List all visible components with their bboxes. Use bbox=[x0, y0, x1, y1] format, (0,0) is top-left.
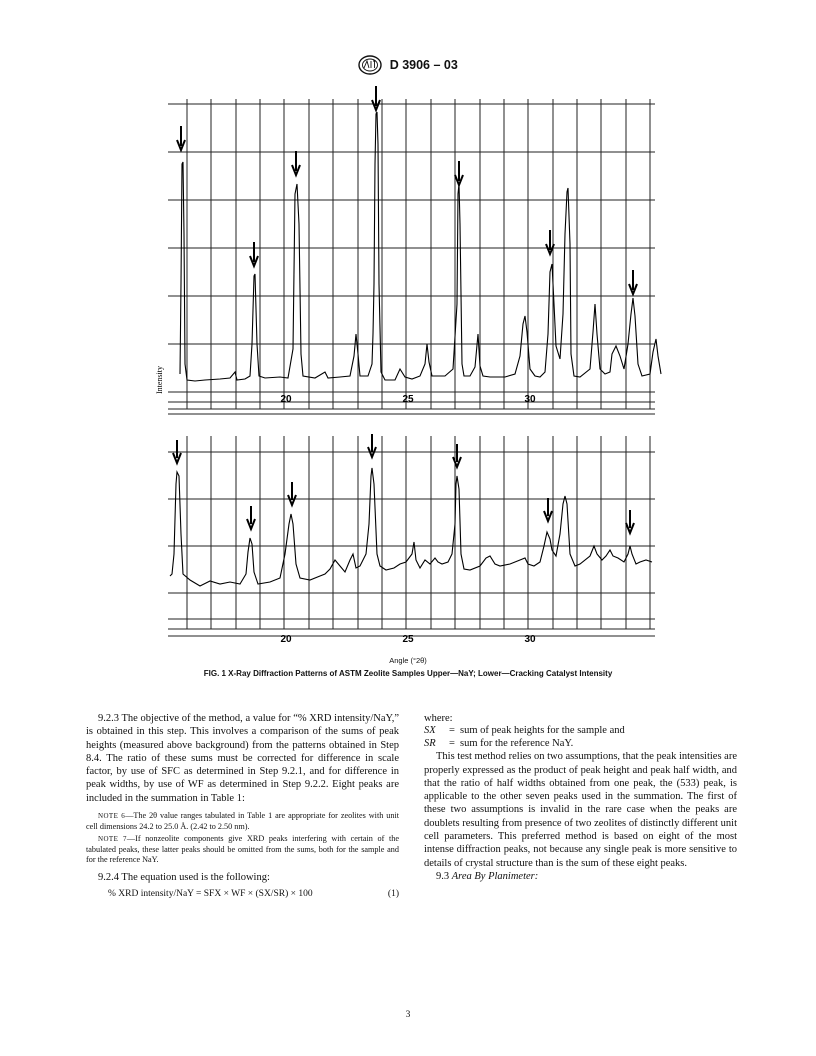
lower-xrd-trace bbox=[170, 468, 652, 586]
upper-panel bbox=[155, 86, 661, 414]
page-number: 3 bbox=[405, 1010, 411, 1020]
paragraph-9-2-3: 9.2.3 The objective of the method, a value for “% XRD intensity/NaY,” is obtained in this step. This involves a comparison of the sums of peak heights (measured above background) from the patterns obtained in Step 8.4. The ratio of these sums must be corrected for difference in scale factor, by use of SFC as determined in Step 9.2.1, and for difference in peak widths, by use of WF as determined in Step 9.2.2. Eight peaks are included in the summation in Table 1: bbox=[86, 713, 399, 804]
upper-tick-20: 20 bbox=[280, 394, 292, 405]
sx-definition: sum of peak heights for the sample and bbox=[460, 725, 625, 737]
lower-grid bbox=[168, 436, 655, 636]
note-6-label: NOTE 6 bbox=[98, 812, 126, 821]
equation-1 bbox=[86, 888, 399, 901]
note-7-text: —If nonzeolite components give XRD peaks interfering with certain of the tabulated peaks, these latter peaks should be omitted from the sums, both for the sample and for the reference NaY. bbox=[86, 834, 399, 865]
lower-panel bbox=[168, 434, 655, 645]
lower-tick-20: 20 bbox=[280, 634, 292, 645]
variable-definitions bbox=[424, 725, 625, 750]
sx-equals: = bbox=[449, 725, 455, 737]
sr-definition: sum for the reference NaY. bbox=[460, 737, 574, 749]
right-column bbox=[424, 712, 737, 883]
note-7-label: NOTE 7 bbox=[98, 835, 127, 844]
definition-sr bbox=[424, 738, 625, 751]
where-label: where: bbox=[424, 713, 453, 724]
upper-tick-30: 30 bbox=[524, 394, 536, 405]
sr-equals: = bbox=[449, 737, 455, 749]
lower-peak-markers bbox=[173, 434, 634, 533]
left-column bbox=[86, 712, 399, 902]
lower-tick-25: 25 bbox=[402, 634, 414, 645]
note-6-text: —The 2θ value ranges tabulated in Table 1 are appropriate for zeolites with unit cell dimensions 24.2 to 25.0 Å. (2.42 to 2.50 nm). bbox=[86, 811, 400, 831]
equation-text: % XRD intensity/NaY = SFX × WF × (SX/SR) × 100 bbox=[108, 889, 313, 900]
xrd-figure bbox=[150, 84, 670, 654]
y-axis-label: Intensity bbox=[155, 366, 164, 394]
equation-number: (1) bbox=[387, 889, 399, 900]
figure-caption: FIG. 1 X-Ray Diffraction Patterns of ASTM Zeolite Samples Upper—NaY; Lower—Cracking Catalyst Intensity bbox=[203, 669, 613, 678]
paragraph-9-2-4: 9.2.4 The equation used is the following: bbox=[98, 872, 270, 884]
section-9-3 bbox=[424, 870, 737, 883]
section-9-3-number: 9.3 bbox=[436, 870, 450, 882]
standard-number: D 3906 – 03 bbox=[389, 58, 458, 72]
assumptions-paragraph: This test method relies on two assumptions, that the peak intensities are properly expressed as the product of peak height and peak half width, and that the ratio of half widths obtained from one peak, the (533) peak, is applicable to the other seven peaks used in the summation. The first of these two assumptions is invalid in the rare case when the peaks are doublets resulting from presence of two zeolites of distinctly different unit cell parameters. This preferred method is based on eight of the most intense diffraction peaks, not because any single peak is more sensitive to details of crystal structure than is the sum of these eight peaks. bbox=[424, 751, 737, 869]
astm-logo-icon bbox=[358, 55, 382, 75]
lower-tick-30: 30 bbox=[524, 634, 536, 645]
definition-sx bbox=[424, 725, 625, 738]
sx-symbol: SX bbox=[424, 725, 436, 737]
note-7 bbox=[86, 834, 399, 866]
note-6 bbox=[86, 811, 399, 832]
x-axis-label: Angle (°2θ) bbox=[389, 656, 427, 665]
section-9-3-title: Area By Planimeter: bbox=[451, 870, 539, 882]
upper-tick-25: 25 bbox=[402, 394, 414, 405]
upper-grid bbox=[168, 99, 655, 414]
document-header bbox=[0, 55, 816, 75]
sr-symbol: SR bbox=[424, 737, 436, 749]
